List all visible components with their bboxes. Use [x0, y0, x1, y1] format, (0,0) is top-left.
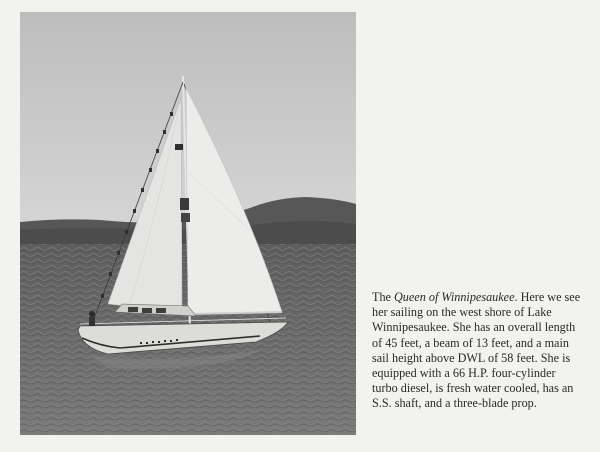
boat-name: Queen of Winnipesaukee [394, 290, 515, 304]
caption-body: . Here we see her sailing on the west shore of Lake Winnipesaukee. She has an overall length of 45 feet, a beam of 13 feet, and a main sail height above DWL of 58 feet. She is equipped with a 66 H.P. four-cylinder turbo diesel, is fresh water cooled, has an S.S. shaft, and a three-blade prop. [372, 290, 581, 411]
photo-caption [372, 290, 582, 412]
sailboat-photo [20, 12, 356, 435]
sailboat-illustration [20, 12, 356, 435]
sailor-figure [89, 311, 95, 326]
caption-lead: The [372, 290, 394, 304]
mast-flag [175, 144, 183, 150]
